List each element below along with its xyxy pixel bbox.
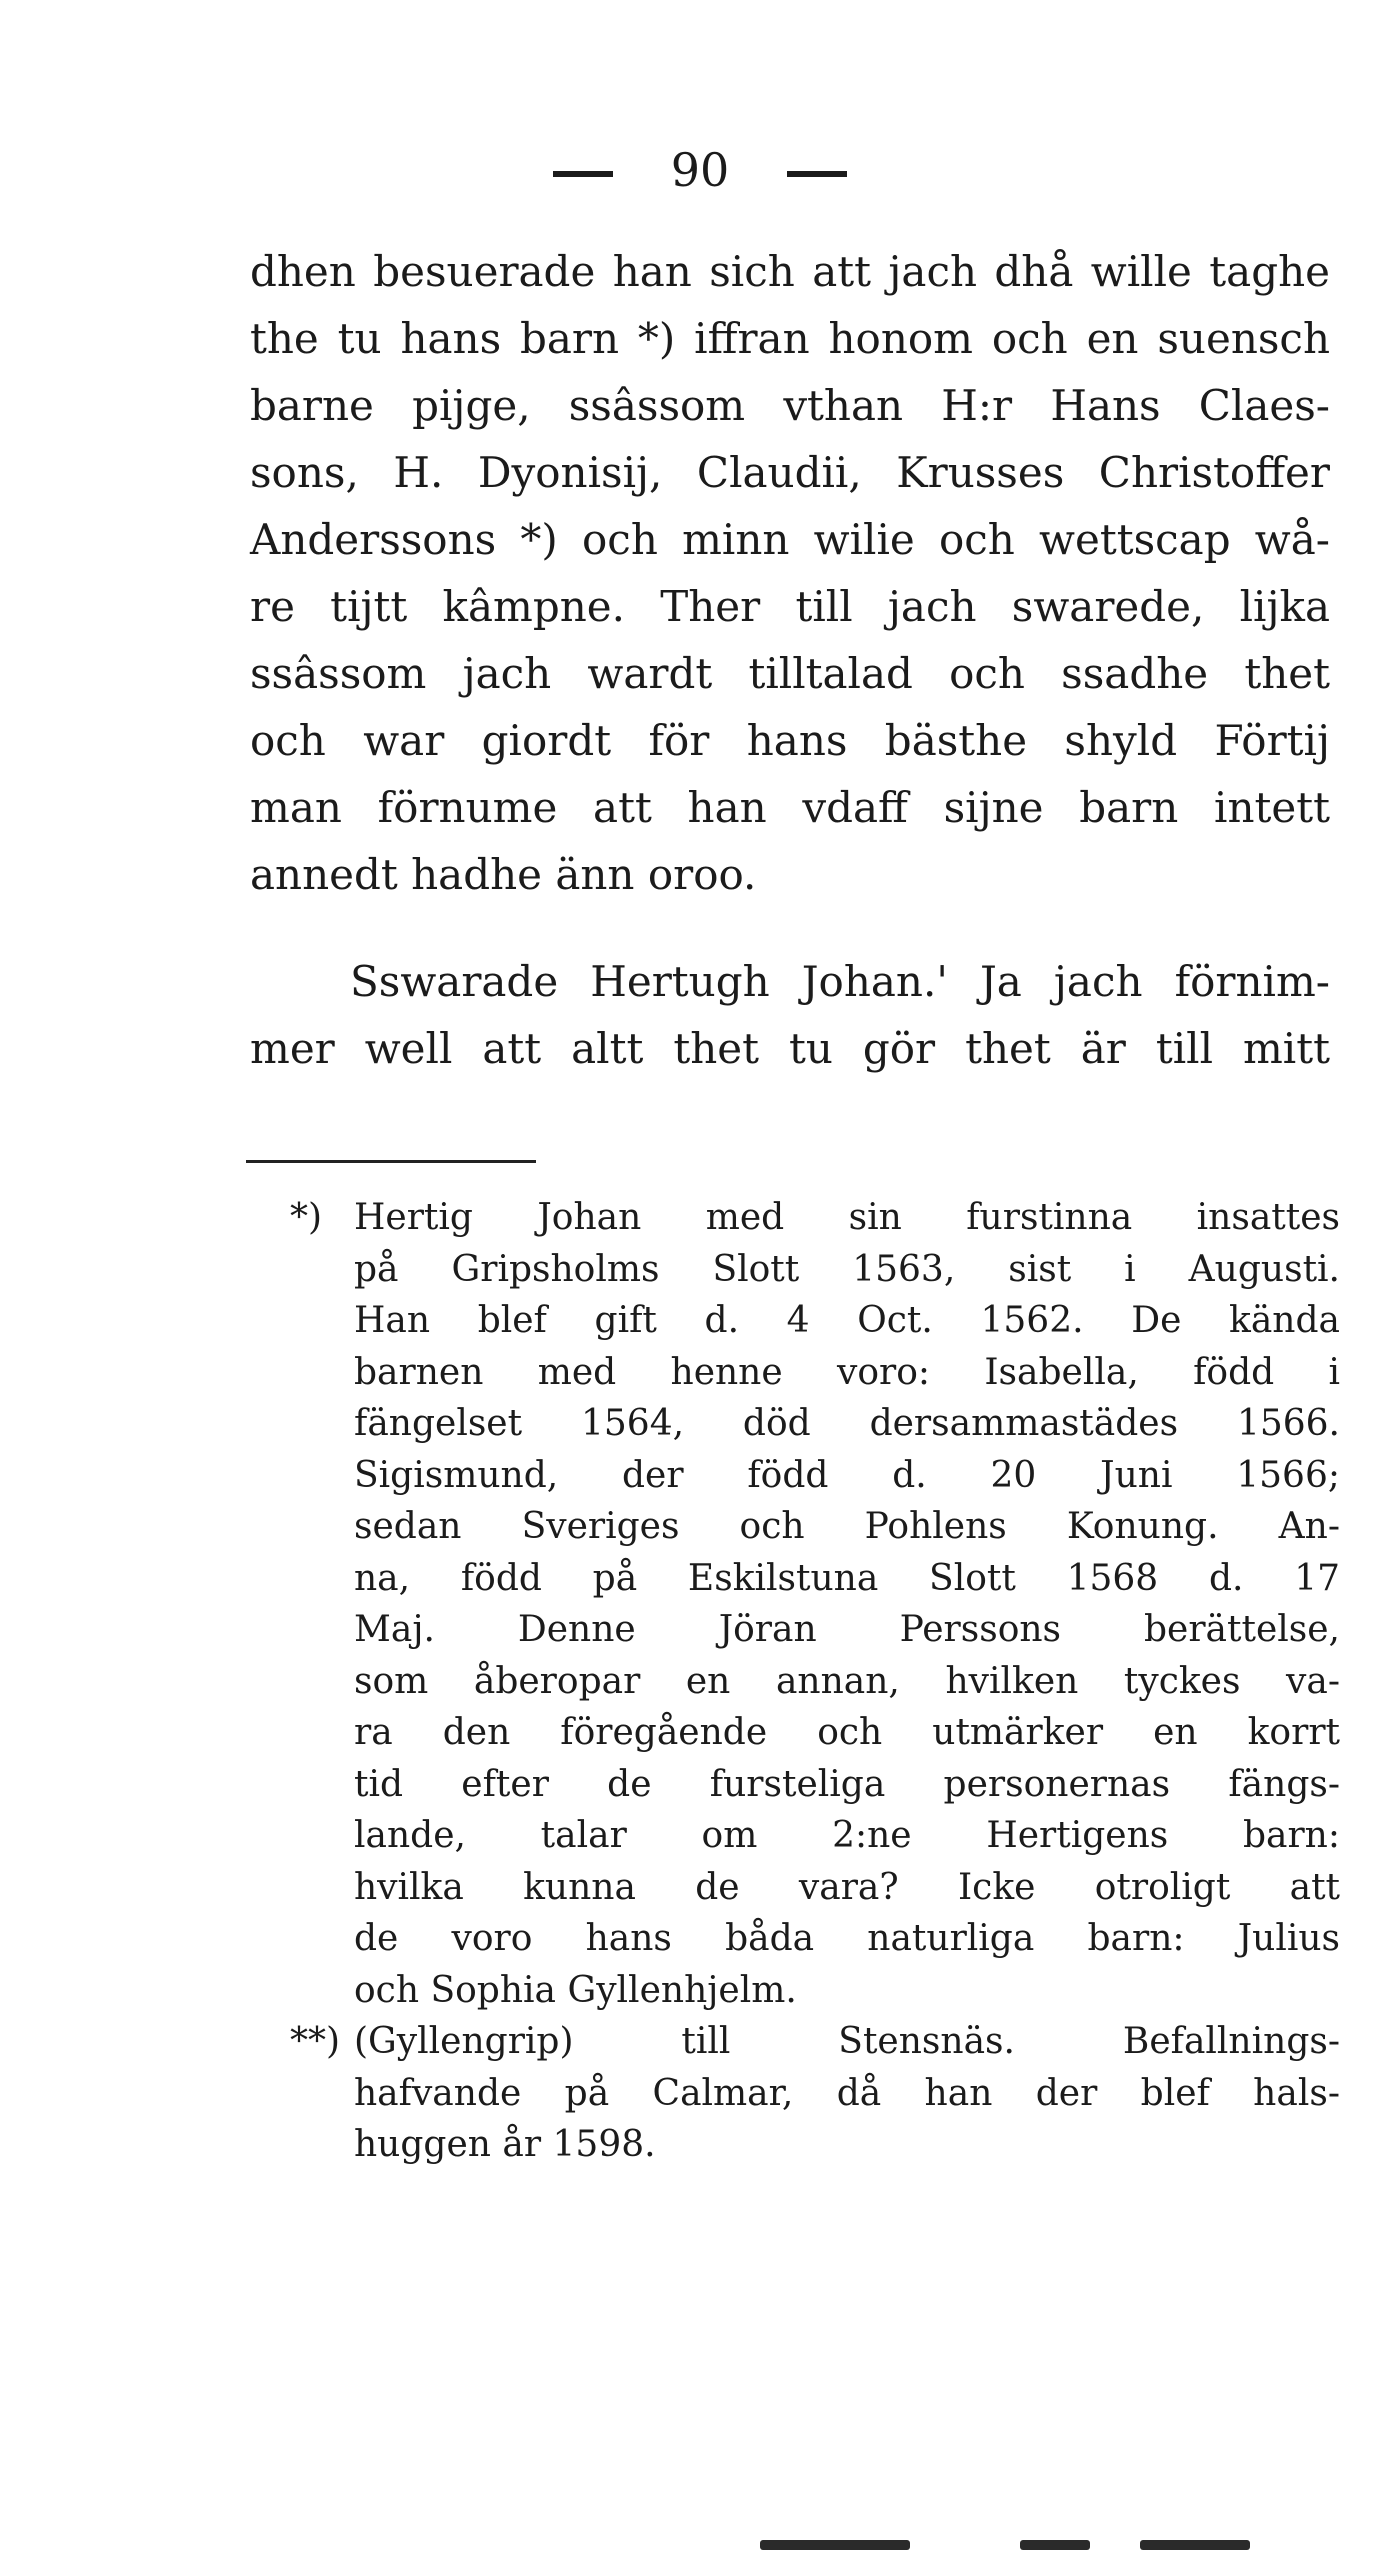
text-line: re tijtt kâmpne. Ther till jach swarede, lijka [250,582,1330,631]
text-line: dhen besuerade han sich att jach dhå wille taghe [250,247,1330,296]
footnote-marker: *) [290,1197,323,1238]
page-number: 90 [670,143,730,197]
header-dash-left [553,171,613,177]
footnote-line: tid efter de fursteliga personernas fängs- [354,1763,1340,1805]
footnote-line: ra den föregående och utmärker en korrt [354,1712,1340,1753]
footnote-line: och Sophia Gyllenhjelm. [354,1969,797,2011]
footnote-line: na, född på Eskilstuna Slott 1568 d. 17 [354,1557,1340,1599]
footnote-line [290,2016,1340,2068]
footnote-line: huggen år 1598. [354,2124,656,2165]
text-line: ssâssom jach wardt tilltalad och ssadhe thet [250,649,1330,698]
footnote-line: Han blef gift d. 4 Oct. 1562. De kända [354,1300,1340,1341]
header-dash-right [787,171,847,177]
text-line: the tu hans barn *) iffran honom och en suensch [250,314,1330,363]
text-line: barne pijge, ssâssom vthan H:r Hans Claes- [250,381,1330,430]
text-line: och war giordt för hans bästhe shyld Förtij [250,716,1330,765]
footnote-line: Sigismund, der född d. 20 Juni 1566; [354,1454,1340,1496]
footnote-line: sedan Sveriges och Pohlens Konung. An- [354,1506,1340,1547]
footnotes [290,1192,1340,2171]
bleed-through-marks [760,2540,1320,2554]
page-header [0,140,1400,200]
text-line: mer well att altt thet tu gör thet är till mitt [250,1024,1330,1073]
footnote-text: Hertig Johan med sin furstinna insattes [354,1197,1340,1238]
main-text [250,238,1330,1082]
footnote-line: som åberopar en annan, hvilken tyckes va- [354,1660,1340,1702]
footnote-marker: **) [290,2021,341,2062]
footnote-line: de voro hans båda naturliga barn: Julius [354,1918,1340,1959]
footnote-line: lande, talar om 2:ne Hertigens barn: [354,1815,1340,1856]
footnote-line: hafvande på Calmar, då han der blef hals- [354,2072,1340,2114]
footnote-line [290,1192,1340,1244]
footnote-line: barnen med henne voro: Isabella, född i [354,1351,1340,1393]
text-line: Anderssons *) och minn wilie och wettscap wå- [250,515,1330,564]
footnote-line: fängelset 1564, död dersammastädes 1566. [354,1403,1340,1444]
footnote-line: på Gripsholms Slott 1563, sist i Augusti. [354,1248,1340,1290]
footnote-text: (Gyllengrip) till Stensnäs. Befallnings- [354,2021,1340,2062]
text-line: Sswarade Hertugh Johan.' Ja jach förnim- [350,957,1330,1006]
footnote-rule [246,1160,536,1163]
footnote-line: Maj. Denne Jöran Perssons berättelse, [354,1609,1340,1650]
footnote-line: hvilka kunna de vara? Icke otroligt att [354,1866,1340,1908]
text-line: sons, H. Dyonisij, Claudii, Krusses Christoffer [250,448,1330,497]
text-line: man förnume att han vdaff sijne barn intett [250,783,1330,832]
text-line: annedt hadhe änn oroo. [250,850,757,899]
